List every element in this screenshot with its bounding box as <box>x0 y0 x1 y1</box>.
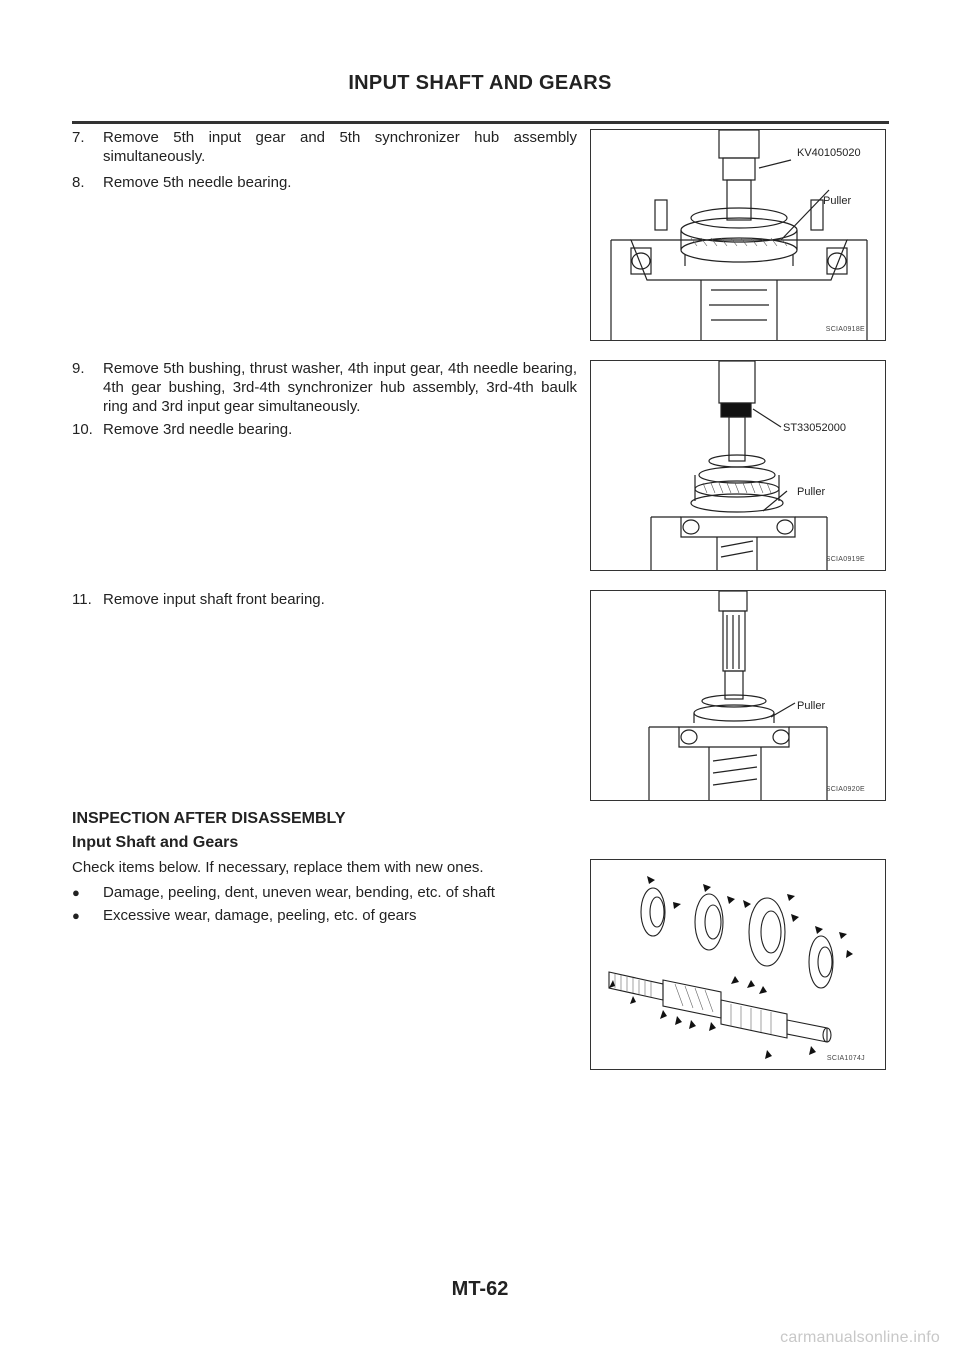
step-number: 9. <box>72 360 85 377</box>
tool-number-label: ST33052000 <box>783 422 846 434</box>
puller-label: Puller <box>823 195 852 207</box>
step-7 <box>72 128 577 166</box>
inspection-intro: Check items below. If necessary, replace them with new ones. <box>72 859 484 876</box>
figure-code: SCIA0918E <box>825 326 865 333</box>
page-title: INPUT SHAFT AND GEARS <box>348 72 612 94</box>
figure-puller-3rd-gear <box>590 360 886 571</box>
step-number: 8. <box>72 174 85 191</box>
tool-number-label: KV40105020 <box>797 147 861 159</box>
puller-5th-gear-illustration <box>591 130 886 341</box>
bullet-text: Damage, peeling, dent, uneven wear, bending, etc. of shaft <box>103 884 495 901</box>
puller-3rd-gear-illustration <box>591 361 886 571</box>
step-text: Remove 5th bushing, thrust washer, 4th input gear, 4th needle bearing, 4th gear bushing, 3rd-4th synchronizer hub assembly, 3rd-4th baulk ring and 3rd input gear simultaneously. <box>103 360 577 415</box>
bullet-icon: ● <box>72 908 80 923</box>
figure-puller-front-bearing <box>590 590 886 801</box>
watermark: carmanualsonline.info <box>780 1329 940 1346</box>
step-number: 10. <box>72 421 93 438</box>
bullet-item <box>72 883 572 902</box>
bullet-item <box>72 906 572 925</box>
step-11 <box>72 590 577 609</box>
bullet-icon: ● <box>72 885 80 900</box>
puller-label: Puller <box>797 700 826 712</box>
bullet-text: Excessive wear, damage, peeling, etc. of gears <box>103 907 417 924</box>
step-10 <box>72 420 577 439</box>
subsection-heading: Input Shaft and Gears <box>72 834 239 851</box>
figure-inspection-points <box>590 859 886 1070</box>
figure-code: SCIA0919E <box>825 556 865 563</box>
step-text: Remove 5th input gear and 5th synchronizer hub assembly simultaneously. <box>103 129 577 165</box>
figure-code: SCIA1074J <box>826 1055 865 1062</box>
step-text: Remove 3rd needle bearing. <box>103 421 293 438</box>
step-8 <box>72 173 577 192</box>
section-heading: INSPECTION AFTER DISASSEMBLY <box>72 810 346 827</box>
puller-label: Puller <box>797 486 826 498</box>
step-text: Remove 5th needle bearing. <box>103 174 292 191</box>
step-number: 11. <box>72 591 92 608</box>
figure-puller-5th-gear <box>590 129 886 341</box>
header-rule <box>72 121 889 124</box>
step-text: Remove input shaft front bearing. <box>103 591 325 608</box>
step-number: 7. <box>72 129 85 146</box>
puller-front-bearing-illustration <box>591 591 886 801</box>
figure-code: SCIA0920E <box>825 786 865 793</box>
step-9 <box>72 359 577 416</box>
inspection-points-illustration <box>591 860 886 1070</box>
page-number: MT-62 <box>451 1278 509 1300</box>
